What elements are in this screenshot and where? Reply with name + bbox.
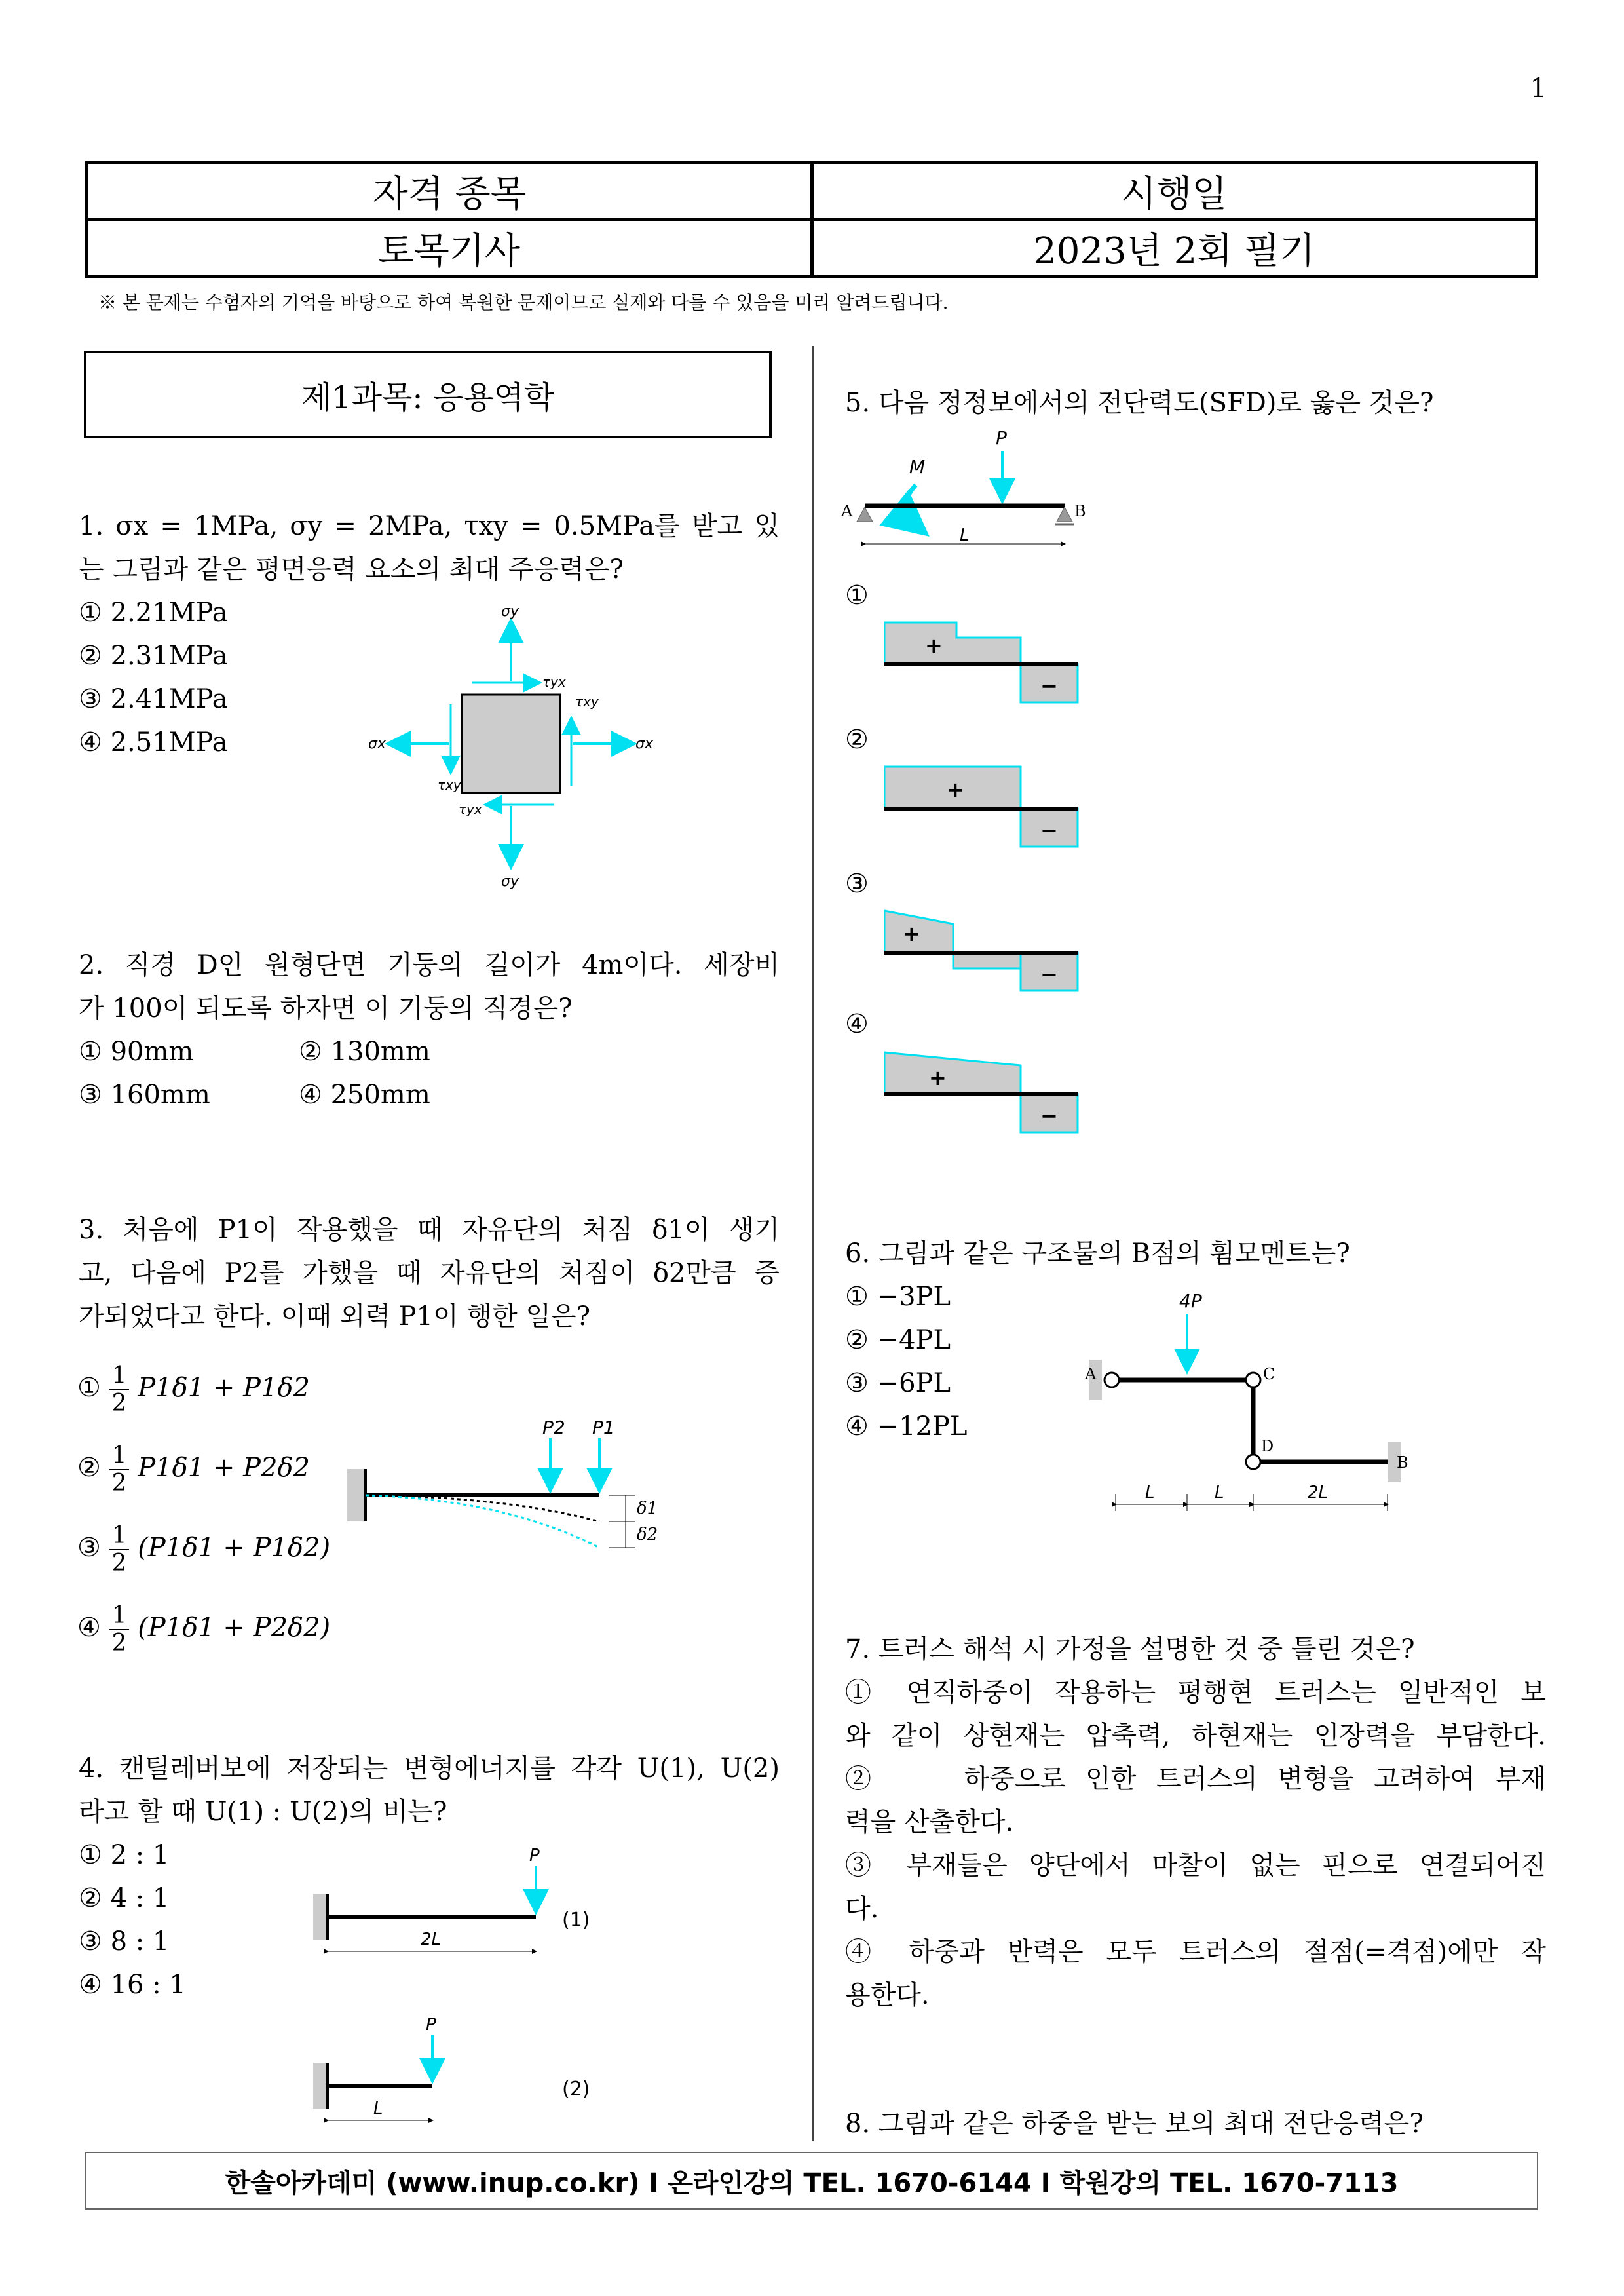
exam-header-table xyxy=(85,161,1538,278)
column-divider xyxy=(812,346,814,2141)
q7-block xyxy=(845,1628,1546,2017)
q4-fig1-p: P xyxy=(529,1846,540,1866)
q7-line-7: 다. xyxy=(845,1894,879,1924)
q8-stem: 8. 그림과 같은 하중을 받는 보의 최대 전단응력은? xyxy=(845,2109,1424,2139)
q4-stem-line2: 라고 할 때 U(1) : U(2)의 비는? xyxy=(79,1797,447,1827)
q1-label-sy-top: σy xyxy=(501,603,519,620)
q7-line-9: 용한다. xyxy=(845,1980,930,2010)
q3-half-den-1: 2 xyxy=(111,1390,127,1417)
q3-stem-line2: 고, 다음에 P2를 가했을 때 자유단의 처짐이 δ2만큼 증 xyxy=(79,1258,780,1288)
q1-label-tyx-top: τyx xyxy=(542,674,566,690)
q5-opt3-plus: + xyxy=(903,921,920,946)
q5-opt2-minus: − xyxy=(1040,818,1058,843)
q6-option-4: ④ −12PL xyxy=(845,1411,968,1442)
q3-label-d1: δ1 xyxy=(637,1499,658,1518)
q6-frame-figure xyxy=(1074,1284,1428,1527)
q6-label-load: 4P xyxy=(1179,1290,1202,1312)
q7-line-3: 와 같이 상현재는 압축력, 하현재는 인장력을 부담한다. xyxy=(845,1721,1546,1751)
q4-stem-line1: 4. 캔틸레버보에 저장되는 변형에너지를 각각 U(1), U(2) xyxy=(79,1753,780,1784)
q2-block xyxy=(79,944,780,1117)
q5-label-p: P xyxy=(996,427,1007,449)
q2-stem-line1: 2. 직경 D인 원형단면 기둥의 길이가 4m이다. 세장비 xyxy=(79,950,780,980)
q1-stem-line1: 1. σx = 1MPa, σy = 2MPa, τxy = 0.5MPa를 받고 있 xyxy=(79,511,780,541)
q5-option-1-num: ① xyxy=(845,581,869,611)
q3-label-p1: P1 xyxy=(592,1417,615,1438)
q3-option-4-num: ④ xyxy=(77,1613,101,1643)
header-col1-label: 자격 종목 xyxy=(87,163,812,220)
q3-label-d2: δ2 xyxy=(637,1525,658,1544)
q1-label-sx-left: σx xyxy=(368,736,386,752)
q7-stem: 7. 트러스 해석 시 가정을 설명한 것 중 틀린 것은? xyxy=(845,1634,1415,1664)
q7-line-8: ④ 하중과 반력은 모두 트러스의 절점(=격점)에만 작 xyxy=(845,1937,1546,1967)
q5-option-2-sfd xyxy=(884,760,1094,852)
q5-label-len: L xyxy=(960,526,970,545)
q4-fig2-tag: (2) xyxy=(562,2078,590,2101)
q3-option-4-expr: (P1δ1 + P2δ2) xyxy=(138,1613,331,1643)
q3-label-p2: P2 xyxy=(542,1417,565,1438)
q2-option-3: ③ 160mm xyxy=(79,1080,210,1110)
q4-option-2: ② 4 : 1 xyxy=(79,1883,170,1913)
q4-option-1: ① 2 : 1 xyxy=(79,1840,170,1870)
q3-option-1 xyxy=(77,1363,310,1417)
q6-option-2: ② −4PL xyxy=(845,1325,951,1355)
q4-option-4: ④ 16 : 1 xyxy=(79,1970,186,2000)
q5-opt1-minus: − xyxy=(1040,674,1058,698)
q6-option-3: ③ −6PL xyxy=(845,1368,951,1398)
q4-fig1-tag: (1) xyxy=(562,1909,590,1932)
q5-opt3-minus: − xyxy=(1040,962,1058,987)
q1-option-1: ① 2.21MPa xyxy=(79,598,228,628)
q6-label-b: B xyxy=(1397,1453,1408,1472)
q5-option-1-sfd xyxy=(884,616,1094,708)
q4-fig2-len: L xyxy=(373,2099,383,2118)
q3-half-den-3: 2 xyxy=(111,1550,127,1577)
q6-option-1: ① −3PL xyxy=(845,1282,951,1312)
q1-option-4: ④ 2.51MPa xyxy=(79,727,228,757)
q2-option-4: ④ 250mm xyxy=(299,1080,430,1110)
q1-label-txy-right: τxy xyxy=(575,694,599,710)
q3-half-num-3: 1 xyxy=(109,1523,130,1550)
q1-label-tyx-bottom: τyx xyxy=(459,801,482,817)
q4-fig2-p: P xyxy=(426,2015,436,2035)
q1-label-sx-right: σx xyxy=(635,736,653,752)
q1-option-3: ③ 2.41MPa xyxy=(79,684,228,714)
q3-option-2-num: ② xyxy=(77,1453,101,1483)
q5-opt4-minus: − xyxy=(1040,1103,1058,1128)
q3-cantilever-figure xyxy=(334,1409,701,1566)
q7-line-5: 력을 산출한다. xyxy=(845,1807,1014,1837)
q3-option-3 xyxy=(77,1523,330,1577)
q3-stem-line3: 가되었다고 한다. 이때 외력 P1이 행한 일은? xyxy=(79,1301,591,1331)
q1-stem-line2: 는 그림과 같은 평면응력 요소의 최대 주응력은? xyxy=(79,554,624,584)
q3-half-num-1: 1 xyxy=(109,1363,130,1390)
q7-line-4: ② 하중으로 인한 트러스의 변형을 고려하여 부재 xyxy=(845,1764,1546,1794)
q5-option-2-num: ② xyxy=(845,725,869,755)
q6-label-d: D xyxy=(1261,1437,1274,1455)
q3-stem-line1: 3. 처음에 P1이 작용했을 때 자유단의 처짐 δ1이 생기 xyxy=(79,1215,780,1245)
q2-stem-line2: 가 100이 되도록 하자면 이 기둥의 직경은? xyxy=(79,993,573,1024)
q5-label-m: M xyxy=(909,456,926,478)
q3-option-2 xyxy=(77,1443,310,1497)
q3-half-num-2: 1 xyxy=(109,1443,130,1470)
q3-option-3-num: ③ xyxy=(77,1533,101,1563)
q6-label-c: C xyxy=(1263,1365,1275,1383)
q7-line-6: ③ 부재들은 양단에서 마찰이 없는 핀으로 연결되어진 xyxy=(845,1850,1546,1881)
q6-label-a: A xyxy=(1085,1365,1097,1383)
q3-block xyxy=(79,1208,780,1338)
q1-label-sy-bottom: σy xyxy=(501,873,519,890)
q4-option-3: ③ 8 : 1 xyxy=(79,1926,170,1957)
header-col1-value: 토목기사 xyxy=(87,220,812,277)
q2-option-1: ① 90mm xyxy=(79,1037,194,1067)
q5-beam-figure xyxy=(839,426,1101,564)
q5-option-3-num: ③ xyxy=(845,869,869,899)
stress-element-square xyxy=(462,695,560,793)
q6-stem: 6. 그림과 같은 구조물의 B점의 휨모멘트는? xyxy=(845,1238,1350,1269)
q3-half-num-4: 1 xyxy=(109,1603,130,1630)
header-col2-label: 시행일 xyxy=(812,163,1537,220)
q3-option-2-expr: P1δ1 + P2δ2 xyxy=(138,1453,310,1483)
q3-option-4 xyxy=(77,1603,330,1656)
q4-fig1-len: 2L xyxy=(421,1930,442,1949)
q6-dim-l1: L xyxy=(1145,1483,1155,1502)
q5-opt1-plus: + xyxy=(925,633,943,658)
q3-option-1-num: ① xyxy=(77,1373,101,1403)
q4-cantilever-2-figure xyxy=(308,2004,622,2128)
subject-box: 제1과목: 응용역학 xyxy=(84,351,772,438)
footer-banner: 한솔아카데미 (www.inup.co.kr) I 온라인강의 TEL. 1670-6144 I 학원강의 TEL. 1670-7113 xyxy=(85,2152,1538,2210)
notice-text: ※ 본 문제는 수험자의 기억을 바탕으로 하여 복원한 문제이므로 실제와 다를 수 있음을 미리 알려드립니다. xyxy=(98,292,949,313)
q5-option-4-num: ④ xyxy=(845,1009,869,1039)
q3-option-1-expr: P1δ1 + P1δ2 xyxy=(138,1373,310,1403)
q3-half-den-2: 2 xyxy=(111,1470,127,1497)
q7-line-2: ① 연직하중이 작용하는 평행현 트러스는 일반적인 보 xyxy=(845,1677,1546,1708)
q5-option-3-sfd xyxy=(884,904,1094,996)
q3-half-den-4: 2 xyxy=(111,1630,127,1656)
q1-stress-element-figure xyxy=(367,596,668,891)
q5-label-b: B xyxy=(1074,502,1086,520)
q1-option-2: ② 2.31MPa xyxy=(79,641,228,671)
q5-label-a: A xyxy=(841,502,853,520)
q2-option-2: ② 130mm xyxy=(299,1037,430,1067)
q1-label-txy-left: τxy xyxy=(438,777,461,793)
q5-option-4-sfd xyxy=(884,1046,1094,1138)
header-col2-value: 2023년 2회 필기 xyxy=(812,220,1537,277)
q6-dim-l2: L xyxy=(1215,1483,1224,1502)
q5-stem: 5. 다음 정정보에서의 전단력도(SFD)로 옳은 것은? xyxy=(845,388,1434,418)
q5-opt4-plus: + xyxy=(929,1065,947,1090)
q4-cantilever-1-figure xyxy=(308,1841,622,1966)
q3-option-3-expr: (P1δ1 + P1δ2) xyxy=(138,1533,331,1563)
q5-opt2-plus: + xyxy=(947,777,964,802)
q6-dim-l3: 2L xyxy=(1308,1483,1329,1502)
page-number: 1 xyxy=(1530,73,1547,104)
